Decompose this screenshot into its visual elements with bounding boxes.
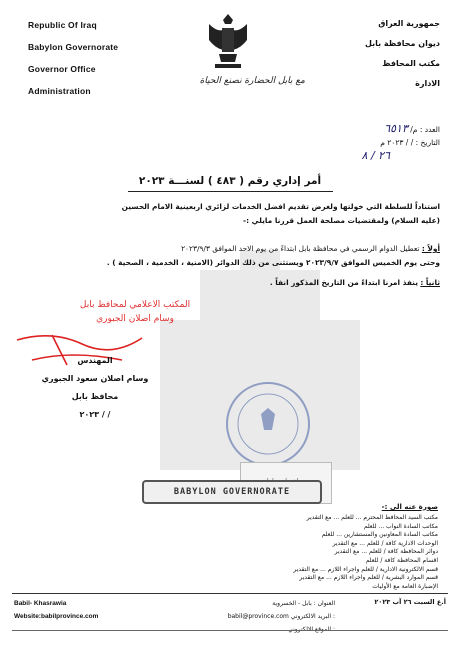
number-label: العدد : م/ bbox=[410, 125, 440, 134]
copy-item: الإضبارة العامة مع الأوليات bbox=[372, 582, 438, 590]
footer-english bbox=[14, 597, 98, 623]
header-ar-line: ديوان محافظة بابل bbox=[364, 39, 440, 48]
date-handwritten: ٢٦ / ٨ bbox=[361, 149, 390, 162]
governorate-banner: BABYLON GOVERNORATE bbox=[142, 480, 322, 504]
intro-paragraph bbox=[22, 200, 440, 228]
copy-item: مكاتب السادة المعاونين والمستشارين ... للعلم bbox=[321, 531, 438, 539]
header-en-line: Babylon Governorate bbox=[28, 42, 119, 52]
intro-line: (عليه السلام) ولمقتضيات مصلحة العمل قررنا مايلي :- bbox=[243, 216, 440, 225]
footer-email: babil@province.com bbox=[227, 613, 289, 620]
second-clause bbox=[22, 276, 440, 290]
header-en-line: Governor Office bbox=[28, 64, 96, 74]
first-label: أولاً : bbox=[421, 244, 440, 253]
header-en-line: Republic Of Iraq bbox=[28, 20, 97, 30]
signer-title: المهندس bbox=[77, 356, 113, 365]
media-office-stamp bbox=[30, 298, 240, 326]
footer-bottom-rule bbox=[12, 630, 448, 631]
copy-item: قسم الموارد البشرية / للعلم واجراء اللازم ... مع التقدير bbox=[299, 574, 438, 582]
second-text: ينفذ امرنا ابتداءً من التاريخ المذكور انفاً . bbox=[269, 278, 418, 287]
footer-website-en: Website:babilprovince.com bbox=[14, 613, 99, 620]
official-seal-icon bbox=[226, 382, 310, 466]
stamp-line: وسام اصلان الجبوري bbox=[96, 314, 174, 324]
header-ar-line: جمهورية العراق bbox=[378, 19, 440, 28]
footer-email-label: : البريد الالكتروني bbox=[290, 613, 335, 620]
copies-title: صورة عنه الى :- bbox=[381, 503, 438, 511]
motto: مع بابل الحضارة نصنع الحياة bbox=[199, 76, 305, 86]
iraq-eagle-emblem-icon bbox=[205, 10, 251, 70]
signature-date: / / ٢٠٢٣ bbox=[79, 410, 111, 419]
reference-block bbox=[320, 122, 440, 163]
header-arabic bbox=[320, 14, 440, 94]
stamp-line: المكتب الاعلامي لمحافظ بابل bbox=[79, 300, 191, 310]
title-underline bbox=[128, 191, 333, 192]
copy-item: الوحدات الادارية كافة / للعلم ... مع التقدير bbox=[332, 539, 438, 547]
first-text-1: تعطيل الدوام الرسمي في محافظة بابل ابتداءً من يوم الاحد الموافق ٢٠٢٣/٩/٣ bbox=[181, 244, 420, 253]
date-label: التاريخ : / / ٢٠٢٣ م bbox=[380, 138, 440, 147]
copy-item: مكاتب السادة النواب ... للعلم bbox=[363, 522, 438, 530]
signer-role: محافظ بابل bbox=[71, 392, 119, 401]
first-text-2: وحتى يوم الخميس الموافق ٢٠٢٣/٩/٧ ويستثنى من ذلك الدوائر (الامنية ، الخدمية ، الصحية ) . bbox=[106, 258, 440, 267]
footer-address-ar: العنوان : بابل - الخسروية bbox=[272, 600, 335, 607]
intro-line: استناداً للسلطة التي خولتها ولغرض تقديم افضل الخدمات لزائري اربعينية الامام الحسين bbox=[121, 202, 440, 211]
header-english bbox=[28, 14, 168, 102]
copy-item: مكتب السيد المحافظ المحترم ... للعلم ... مع التقدير bbox=[306, 514, 438, 521]
header-ar-line: الادارة bbox=[415, 79, 440, 88]
first-clause bbox=[22, 242, 440, 270]
signature-block bbox=[20, 352, 170, 424]
header-en-line: Administration bbox=[28, 86, 91, 96]
copy-item: قسم الالكترونية الادارية / للعلم واجراء اللازم ... مع التقدير bbox=[293, 565, 438, 573]
header-ar-line: مكتب المحافظ bbox=[382, 59, 440, 68]
number-value: ٦٥١٣ bbox=[384, 122, 408, 135]
footer-divider bbox=[12, 593, 448, 594]
order-title: أمر إداري رقم ( ٤٨٣ ) لسنـــة ٢٠٢٣ bbox=[138, 175, 322, 187]
second-label: ثانياً : bbox=[420, 278, 440, 287]
footer-print-info: أ.ع السبت ٢٦ آب ٢٠٢٣ bbox=[374, 598, 446, 606]
copies-list bbox=[178, 514, 438, 591]
footer-address-en: Babil- Khasrawia bbox=[14, 600, 67, 607]
copy-item: دوائر المحافظة كافة / للعلم ... مع التقدير bbox=[334, 548, 438, 556]
signer-name: وسام اصلان سعود الجبوري bbox=[41, 374, 149, 383]
copy-item: اقسام المحافظة كافة / للعلم bbox=[365, 556, 438, 564]
